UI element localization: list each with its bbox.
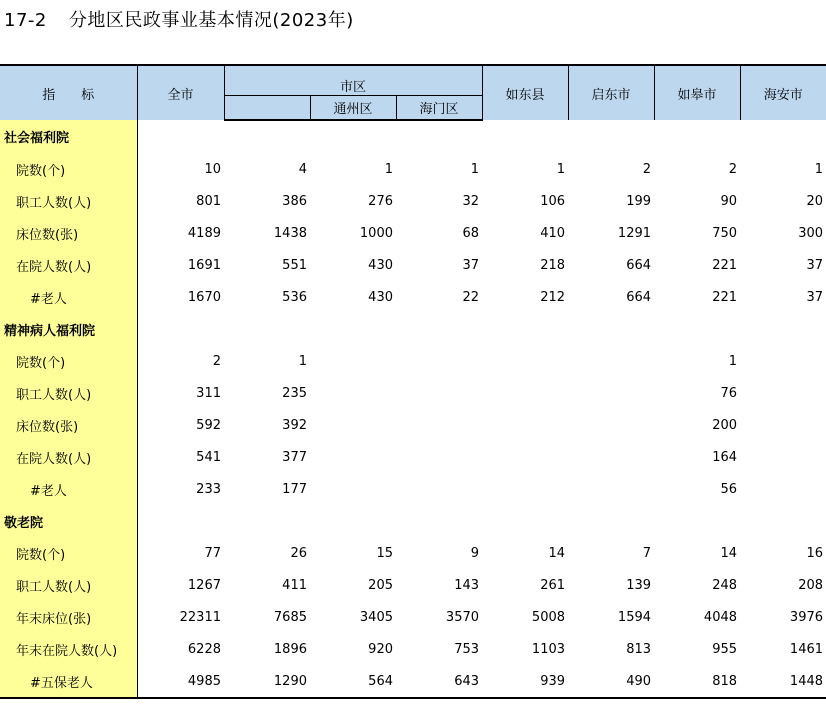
cell-value — [568, 120, 654, 153]
cell-value — [740, 377, 826, 409]
row-label: 敬老院 — [0, 505, 137, 537]
cell-value: 177 — [282, 481, 307, 497]
row-label: 年末在院人数(人) — [0, 633, 137, 665]
cell-value: 3405 — [359, 609, 393, 625]
cell-value: 7 — [642, 545, 652, 561]
row-label: 院数(个) — [0, 345, 137, 377]
cell-value — [137, 313, 224, 345]
cell-value: 536 — [282, 289, 307, 305]
cell-value — [740, 441, 826, 473]
table-row — [0, 537, 826, 569]
row-label: 床位数(张) — [0, 217, 137, 249]
cell-value — [396, 473, 482, 505]
cell-value: 199 — [626, 193, 652, 209]
cell-value: 1 — [728, 353, 738, 369]
cell-value: 1461 — [789, 641, 824, 657]
cell-value: 3976 — [789, 609, 824, 625]
table-title: 分地区民政事业基本情况(2023年) — [68, 10, 354, 31]
cell-value — [310, 505, 396, 537]
page-title — [4, 6, 354, 32]
cell-value: 1290 — [224, 665, 310, 698]
cell-value — [482, 409, 568, 441]
cell-value: 106 — [540, 193, 566, 209]
cell-value — [482, 313, 568, 345]
cell-value: 564 — [310, 665, 396, 698]
cell-value: 221 — [712, 289, 738, 305]
row-label: 年末床位(张) — [0, 601, 137, 633]
header-tongzhou: 通州区 — [310, 96, 396, 121]
cell-value: 22311 — [179, 609, 221, 625]
cell-value: 143 — [454, 577, 480, 593]
cell-value — [654, 120, 740, 153]
cell-value: 311 — [196, 385, 221, 401]
row-label: 在院人数(人) — [0, 441, 137, 473]
cell-value — [396, 441, 482, 473]
cell-value: 261 — [540, 577, 566, 593]
table-header — [0, 65, 826, 120]
cell-value: 3570 — [445, 609, 480, 625]
cell-value: 2 — [642, 161, 652, 177]
cell-value: 920 — [368, 641, 393, 657]
cell-value: 1448 — [740, 665, 826, 698]
cell-value: 248 — [712, 577, 738, 593]
cell-value: 208 — [798, 577, 824, 593]
row-label: 院数(个) — [0, 537, 137, 569]
cell-value: 68 — [462, 225, 480, 241]
cell-value: 76 — [720, 385, 738, 401]
cell-value: 1670 — [187, 289, 221, 305]
cell-value: 1 — [470, 161, 480, 177]
table-row — [0, 665, 826, 698]
cell-value — [568, 505, 654, 537]
section-row — [0, 505, 826, 537]
cell-value: 813 — [626, 641, 652, 657]
table-row — [0, 473, 826, 505]
header-qidong: 启东市 — [568, 65, 654, 120]
row-label: 院数(个) — [0, 153, 137, 185]
cell-value: 410 — [540, 225, 566, 241]
cell-value: 392 — [282, 417, 307, 433]
row-label: #五保老人 — [0, 665, 137, 698]
header-urban: 市区 — [224, 65, 482, 96]
cell-value: 10 — [204, 161, 221, 177]
cell-value: 753 — [454, 641, 480, 657]
header-city: 全市 — [137, 65, 224, 120]
cell-value: 592 — [196, 417, 221, 433]
cell-value: 1896 — [273, 641, 307, 657]
cell-value: 2 — [212, 353, 221, 369]
cell-value: 1 — [814, 161, 824, 177]
cell-value: 818 — [654, 665, 740, 698]
cell-value — [482, 505, 568, 537]
cell-value — [568, 409, 654, 441]
cell-value: 37 — [806, 289, 824, 305]
cell-value: 4 — [298, 161, 307, 177]
cell-value: 16 — [806, 545, 824, 561]
header-haian: 海安市 — [740, 65, 826, 120]
cell-value: 2 — [728, 161, 738, 177]
table-row — [0, 441, 826, 473]
row-label: 床位数(张) — [0, 409, 137, 441]
cell-value — [396, 377, 482, 409]
cell-value: 1 — [556, 161, 566, 177]
row-label: 职工人数(人) — [0, 377, 137, 409]
cell-value: 4189 — [187, 225, 221, 241]
table-row — [0, 345, 826, 377]
cell-value: 955 — [712, 641, 738, 657]
table-row — [0, 633, 826, 665]
cell-value: 300 — [798, 225, 824, 241]
cell-value — [310, 473, 396, 505]
cell-value: 1691 — [187, 257, 221, 273]
cell-value — [568, 345, 654, 377]
cell-value: 6228 — [187, 641, 221, 657]
cell-value: 801 — [196, 193, 221, 209]
cell-value — [310, 377, 396, 409]
cell-value — [740, 345, 826, 377]
table-body — [0, 120, 826, 698]
statistics-table — [0, 64, 826, 699]
cell-value: 164 — [712, 449, 738, 465]
cell-value — [224, 505, 310, 537]
cell-value: 200 — [712, 417, 738, 433]
cell-value — [224, 313, 310, 345]
cell-value: 90 — [720, 193, 738, 209]
cell-value: 14 — [720, 545, 738, 561]
cell-value: 212 — [540, 289, 566, 305]
cell-value — [568, 473, 654, 505]
cell-value — [310, 120, 396, 153]
cell-value: 541 — [196, 449, 221, 465]
cell-value — [568, 377, 654, 409]
cell-value: 411 — [282, 577, 307, 593]
cell-value: 1103 — [531, 641, 566, 657]
header-rugao: 如皋市 — [654, 65, 740, 120]
cell-value: 20 — [806, 193, 824, 209]
cell-value: 205 — [368, 577, 393, 593]
cell-value — [482, 473, 568, 505]
cell-value: 643 — [396, 665, 482, 698]
row-label: 在院人数(人) — [0, 249, 137, 281]
cell-value: 14 — [548, 545, 566, 561]
table-row — [0, 601, 826, 633]
cell-value: 37 — [462, 257, 480, 273]
cell-value: 139 — [626, 577, 652, 593]
row-label: 精神病人福利院 — [0, 313, 137, 345]
cell-value — [396, 313, 482, 345]
cell-value — [310, 441, 396, 473]
cell-value — [482, 345, 568, 377]
cell-value: 939 — [482, 665, 568, 698]
cell-value — [740, 505, 826, 537]
section-row — [0, 313, 826, 345]
cell-value — [396, 345, 482, 377]
cell-value — [396, 120, 482, 153]
cell-value: 750 — [712, 225, 738, 241]
table-row — [0, 409, 826, 441]
header-indicator: 指 标 — [0, 65, 137, 120]
row-label: 职工人数(人) — [0, 185, 137, 217]
cell-value — [310, 409, 396, 441]
table-number: 17-2 — [4, 10, 47, 31]
cell-value: 430 — [368, 257, 393, 273]
cell-value: 551 — [282, 257, 307, 273]
cell-value: 32 — [462, 193, 480, 209]
cell-value — [396, 409, 482, 441]
cell-value: 233 — [196, 481, 221, 497]
cell-value: 4985 — [137, 665, 224, 698]
cell-value: 490 — [568, 665, 654, 698]
row-label: 社会福利院 — [0, 120, 137, 153]
cell-value: 1594 — [617, 609, 652, 625]
cell-value — [137, 120, 224, 153]
table-row — [0, 377, 826, 409]
cell-value: 26 — [290, 545, 307, 561]
cell-value — [482, 120, 568, 153]
cell-value: 276 — [368, 193, 393, 209]
table-row — [0, 249, 826, 281]
cell-value: 22 — [462, 289, 480, 305]
cell-value — [654, 505, 740, 537]
cell-value: 221 — [712, 257, 738, 273]
header-urban-spacer — [224, 96, 310, 121]
cell-value: 664 — [626, 257, 652, 273]
cell-value — [740, 409, 826, 441]
cell-value: 37 — [806, 257, 824, 273]
cell-value — [310, 313, 396, 345]
table-row — [0, 153, 826, 185]
cell-value — [568, 313, 654, 345]
header-haimen: 海门区 — [396, 96, 482, 121]
cell-value — [740, 120, 826, 153]
cell-value — [396, 505, 482, 537]
cell-value: 77 — [204, 545, 221, 561]
table-row — [0, 185, 826, 217]
cell-value: 664 — [626, 289, 652, 305]
cell-value — [654, 313, 740, 345]
row-label: #老人 — [0, 281, 137, 313]
cell-value: 377 — [282, 449, 307, 465]
cell-value: 430 — [368, 289, 393, 305]
cell-value: 4048 — [703, 609, 738, 625]
cell-value: 1 — [384, 161, 393, 177]
header-rudong: 如东县 — [482, 65, 568, 120]
cell-value: 386 — [282, 193, 307, 209]
cell-value — [310, 345, 396, 377]
table-row — [0, 569, 826, 601]
cell-value: 9 — [470, 545, 480, 561]
cell-value — [137, 505, 224, 537]
cell-value: 7685 — [273, 609, 307, 625]
table-row — [0, 217, 826, 249]
cell-value: 56 — [720, 481, 738, 497]
cell-value — [482, 441, 568, 473]
cell-value — [568, 441, 654, 473]
cell-value: 218 — [540, 257, 566, 273]
row-label: #老人 — [0, 473, 137, 505]
cell-value: 1000 — [359, 225, 393, 241]
row-label: 职工人数(人) — [0, 569, 137, 601]
cell-value: 235 — [282, 385, 307, 401]
cell-value: 15 — [376, 545, 393, 561]
cell-value: 1267 — [187, 577, 221, 593]
cell-value: 5008 — [531, 609, 566, 625]
table-row — [0, 281, 826, 313]
cell-value — [740, 313, 826, 345]
cell-value: 1438 — [273, 225, 307, 241]
cell-value — [224, 120, 310, 153]
cell-value: 1 — [298, 353, 307, 369]
cell-value — [482, 377, 568, 409]
section-row — [0, 120, 826, 153]
cell-value: 1291 — [617, 225, 652, 241]
cell-value — [740, 473, 826, 505]
